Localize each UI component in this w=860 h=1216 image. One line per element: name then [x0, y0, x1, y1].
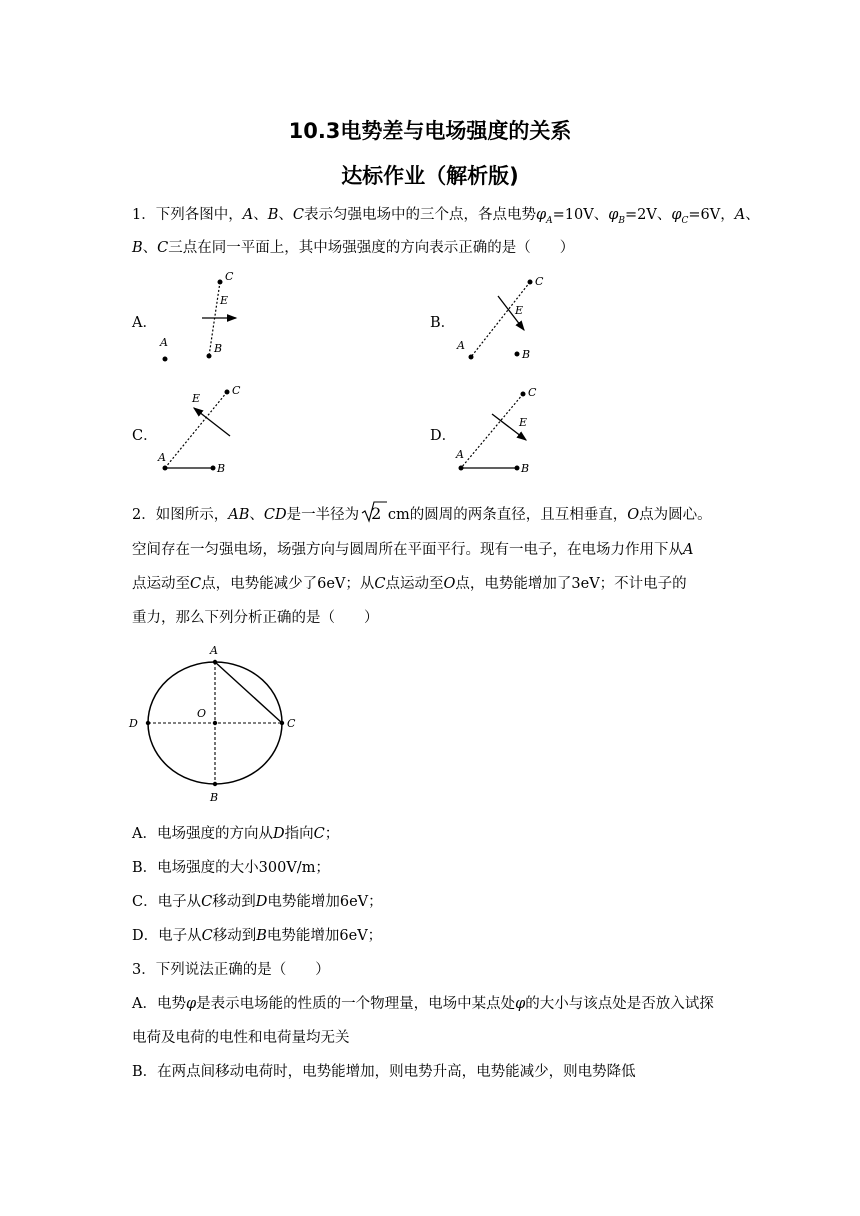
q3-option-b: B．在两点间移动电荷时，电势能增加，则电势升高，电势能减少，则电势降低 [132, 1064, 636, 1080]
q1-option-d-label: D． [430, 428, 457, 444]
svg-text:C: C [528, 386, 537, 399]
svg-text:A: A [158, 451, 166, 464]
q1-option-a-label: A． [132, 315, 157, 331]
svg-text:A: A [210, 644, 218, 657]
svg-text:B: B [217, 462, 226, 475]
q1-line-1: 1．下列各图中，A、B、C表示匀强电场中的三个点，各点电势$\varphi_A=10V$、$\varphi_B=2V$、$\varphi_C=6V$，A、 [132, 207, 760, 226]
q1-option-c-label: C． [132, 428, 158, 444]
q3-option-a-line-2: 电荷及电荷的电性和电荷量均无关 [132, 1030, 350, 1046]
svg-text:B: B [210, 791, 219, 804]
q2-line-2: 空间存在一匀强电场，场强方向与圆周所在平面平行。现有一电子，在电场力作用下从A [132, 542, 694, 558]
svg-text:C: C [232, 384, 241, 397]
q3-stem: 3．下列说法正确的是（ ） [132, 962, 330, 978]
q2-line-3: 点运动至C点，电势能减少了6eV；从C点运动至O点，电势能增加了3eV；不计电子的 [132, 576, 687, 592]
page-title: 10.3电势差与电场强度的关系 [288, 119, 572, 143]
svg-text:E: E [515, 304, 524, 317]
q3-option-a-line-1: A．电势φ是表示电场能的性质的一个物理量，电场中某点处φ的大小与该点处是否放入试探 [132, 996, 714, 1012]
svg-text:A: A [160, 336, 168, 349]
svg-text:E: E [220, 294, 229, 307]
q1-figure-c [150, 380, 250, 480]
svg-text:C: C [225, 270, 234, 283]
svg-text:E: E [192, 392, 201, 405]
q2-line-4: 重力，那么下列分析正确的是（ ） [132, 610, 379, 626]
svg-text:E: E [519, 416, 528, 429]
svg-text:B: B [521, 462, 530, 475]
q1-option-b-label: B． [430, 315, 456, 331]
svg-text:B: B [214, 342, 223, 355]
svg-text:O: O [197, 707, 207, 720]
svg-text:C: C [287, 717, 296, 730]
q2-line-1: 2．如图所示，AB、CD是一半径为 2 cm的圆周的两条直径，且互相垂直，O点为圆心。 [132, 504, 712, 523]
q2-option-a: A．电场强度的方向从D指向C； [132, 826, 340, 842]
q1-figure-b [452, 268, 552, 368]
q2-circle-figure [122, 640, 312, 810]
q2-option-c: C．电子从C移动到D电势能增加6eV； [132, 894, 383, 910]
svg-text:B: B [522, 348, 531, 361]
svg-text:A: A [457, 339, 465, 352]
sqrt-symbol: 2 [361, 504, 381, 523]
q2-option-b: B．电场强度的大小300V/m； [132, 860, 330, 876]
q2-option-d: D．电子从C移动到B电势能增加6eV； [132, 928, 383, 944]
q1-figure-d [452, 380, 552, 480]
svg-text:D: D [129, 717, 138, 730]
page-subtitle: 达标作业（解析版) [341, 164, 519, 188]
svg-text:C: C [535, 275, 544, 288]
svg-text:A: A [456, 448, 464, 461]
q1-figure-a [150, 268, 250, 368]
q1-line-2: B、C三点在同一平面上，其中场强强度的方向表示正确的是（ ） [132, 240, 575, 256]
